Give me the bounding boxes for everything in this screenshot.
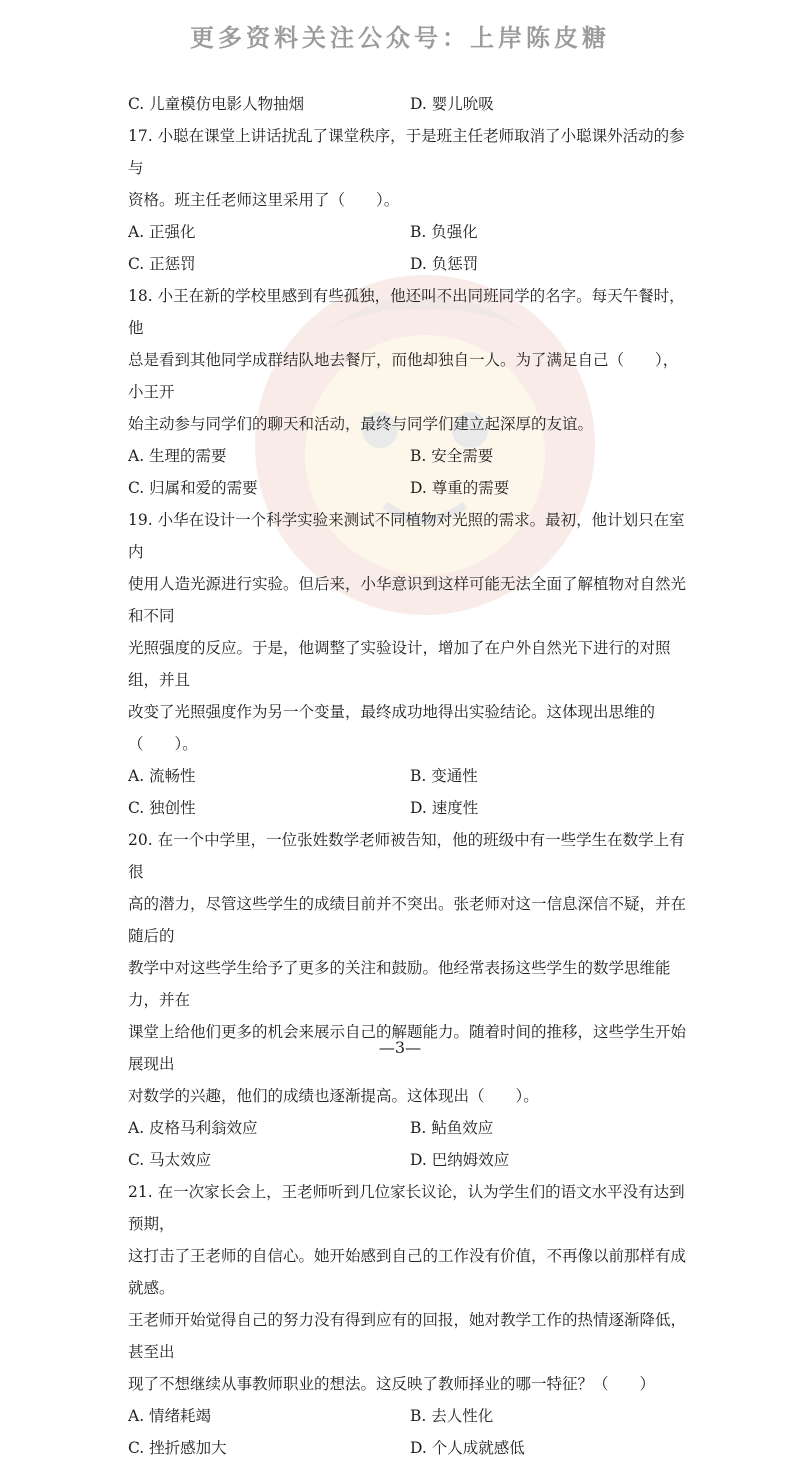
option-c: C. 正惩罚 — [128, 255, 196, 273]
option-a: A. 情绪耗竭 — [128, 1407, 212, 1425]
option-c: C. 归属和爱的需要 — [128, 479, 258, 497]
options-row — [128, 1112, 688, 1144]
option-d: D. 婴儿吮吸 — [410, 95, 494, 113]
question-stem-line: 19. 小华在设计一个科学实验来测试不同植物对光照的需求。最初，他计划只在室内 — [128, 511, 685, 561]
question-21 — [128, 1176, 688, 1464]
question-18 — [128, 280, 688, 504]
option-a: A. 流畅性 — [128, 767, 196, 785]
question-stem-line: 这打击了王老师的自信心。她开始感到自己的工作没有价值，不再像以前那样有成就感。 — [128, 1247, 687, 1297]
header-banner: 更多资料关注公众号：上岸陈皮糖 — [190, 24, 610, 52]
option-b: B. 变通性 — [410, 767, 478, 785]
options-row — [128, 1400, 688, 1432]
question-stem-line: 21. 在一次家长会上，王老师听到几位家长议论，认为学生们的语文水平没有达到预期， — [128, 1183, 685, 1233]
question-stem-line: 18. 小王在新的学校里感到有些孤独，他还叫不出同班同学的名字。每天午餐时，他 — [128, 287, 685, 337]
prev-options-row — [128, 88, 688, 120]
options-row — [128, 248, 688, 280]
option-d: D. 速度性 — [410, 799, 479, 817]
question-stem-line: 20. 在一个中学里，一位张姓数学老师被告知，他的班级中有一些学生在数学上有很 — [128, 831, 685, 881]
option-a: A. 皮格马利翁效应 — [128, 1119, 258, 1137]
options-row — [128, 472, 688, 504]
options-row — [128, 216, 688, 248]
question-stem-line: 教学中对这些学生给予了更多的关注和鼓励。他经常表扬这些学生的数学思维能力，并在 — [128, 959, 671, 1009]
option-d: D. 个人成就感低 — [410, 1439, 525, 1457]
option-d: D. 尊重的需要 — [410, 479, 510, 497]
page-content — [128, 88, 688, 1464]
options-row — [128, 760, 688, 792]
question-stem-line: 对数学的兴趣，他们的成绩也逐渐提高。这体现出（ ）。 — [128, 1087, 539, 1105]
question-stem-line: 光照强度的反应。于是，他调整了实验设计，增加了在户外自然光下进行的对照组，并且 — [128, 639, 671, 689]
option-c: C. 儿童模仿电影人物抽烟 — [128, 95, 305, 113]
option-b: B. 鲇鱼效应 — [410, 1119, 494, 1137]
option-b: B. 安全需要 — [410, 447, 494, 465]
question-stem-line: 高的潜力，尽管这些学生的成绩目前并不突出。张老师对这一信息深信不疑，并在随后的 — [128, 895, 687, 945]
options-row — [128, 440, 688, 472]
options-row — [128, 792, 688, 824]
question-stem-line: 使用人造光源进行实验。但后来，小华意识到这样可能无法全面了解植物对自然光和不同 — [128, 575, 687, 625]
option-b: B. 去人性化 — [410, 1407, 494, 1425]
options-row — [128, 1432, 688, 1464]
question-stem-line: 王老师开始觉得自己的努力没有得到应有的回报，她对教学工作的热情逐渐降低，甚至出 — [128, 1311, 687, 1361]
option-c: C. 挫折感加大 — [128, 1439, 227, 1457]
option-d: D. 巴纳姆效应 — [410, 1151, 510, 1169]
option-c: C. 马太效应 — [128, 1151, 212, 1169]
question-19 — [128, 504, 688, 824]
option-d: D. 负惩罚 — [410, 255, 479, 273]
question-stem-line: 始主动参与同学们的聊天和活动，最终与同学们建立起深厚的友谊。 — [128, 415, 594, 433]
question-stem-line: 17. 小聪在课堂上讲话扰乱了课堂秩序，于是班主任老师取消了小聪课外活动的参与 — [128, 127, 685, 177]
option-c: C. 独创性 — [128, 799, 196, 817]
question-stem-line: 总是看到其他同学成群结队地去餐厅，而他却独自一人。为了满足自己（ ），小王开 — [128, 351, 679, 401]
option-a: A. 正强化 — [128, 223, 196, 241]
question-stem-line: 改变了光照强度作为另一个变量，最终成功地得出实验结论。这体现出思维的（ ）。 — [128, 703, 656, 753]
option-b: B. 负强化 — [410, 223, 478, 241]
question-stem-line: 现了不想继续从事教师职业的想法。这反映了教师择业的哪一特征？（ ） — [128, 1375, 656, 1393]
option-a: A. 生理的需要 — [128, 447, 227, 465]
question-17 — [128, 120, 688, 280]
options-row — [128, 1144, 688, 1176]
page-number: —3— — [378, 1038, 422, 1057]
question-stem-line: 课堂上给他们更多的机会来展示自己的解题能力。随着时间的推移，这些学生开始展现出 — [128, 1023, 687, 1073]
question-stem-line: 资格。班主任老师这里采用了（ ）。 — [128, 191, 400, 209]
question-20 — [128, 824, 688, 1176]
